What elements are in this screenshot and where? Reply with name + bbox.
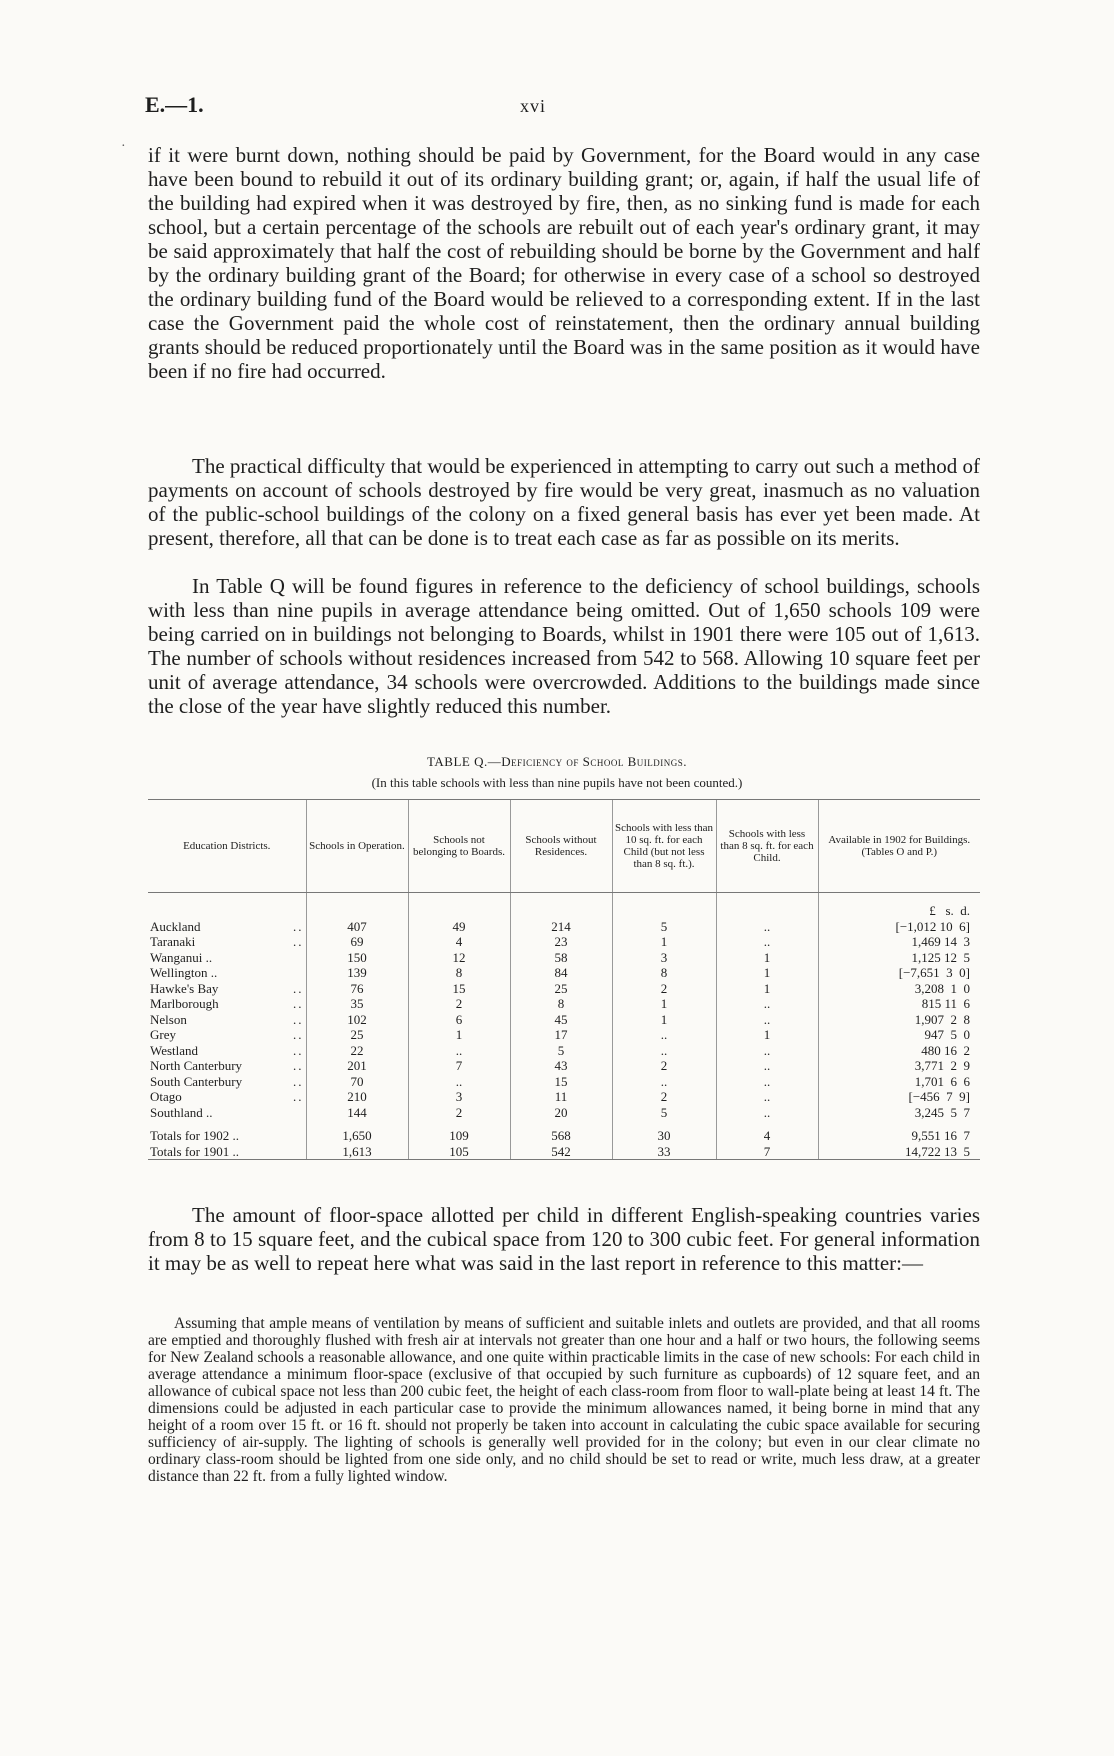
district-name: Grey [150, 1027, 176, 1043]
not-board-cell: 2 [408, 996, 510, 1012]
available-cell: 947 5 0 [818, 1027, 980, 1043]
district-cell [148, 996, 306, 1012]
no-residence-cell: 20 [510, 1105, 612, 1121]
page-number: xvi [520, 96, 547, 116]
under-10-cell: 2 [612, 1089, 716, 1105]
under-10-cell: 1 [612, 996, 716, 1012]
table-title-caption: Deficiency of School Buildings. [501, 754, 688, 769]
under-8-cell: .. [716, 1043, 818, 1059]
under-8-cell: 1 [716, 950, 818, 966]
in-operation-cell: 201 [306, 1058, 408, 1074]
district-name: Taranaki [150, 934, 196, 950]
available-cell: [−456 7 9] [818, 1089, 980, 1105]
district-cell [148, 1074, 306, 1090]
deficiency-table [148, 799, 980, 1160]
no-residence-cell: 23 [510, 934, 612, 950]
quote-text: Assuming that ample means of ventilation by means of sufficient and suitable inlets and outlets are provided, and that all rooms are emptied and thoroughly flushed with fresh air at intervals not greater than one hour and a half or two hours, the following seems for New Zealand schools a reasonable allowance, and one quite within practicable limits in the case of new schools: For each child in average attendance a minimum floor-space (exclusive of that occupied by such furniture as cupboards) of 12 square feet, and an allowance of cubical space not less than 200 cubic feet, the height of each class-room from floor to wall-plate being at least 14 ft. The dimensions could be adjusted in each particular case to provide the minimum allowances named, it being borne in mind that any height of a room over 15 ft. or 16 ft. should not properly be taken into account in calculating the cubic space available for securing sufficiency of air-supply. The lighting of schools is generally well provided for in the colony; but even in our clear climate no ordinary class-room should be lighted from one side only, and no child should be set to read or write, much less draw, at a greater distance than 22 ft. from a fully lighted window. [148, 1315, 980, 1485]
table-row [148, 1012, 980, 1028]
under-8-cell: 1 [716, 981, 818, 997]
no-residence-cell: 45 [510, 1012, 612, 1028]
under-8-cell: .. [716, 996, 818, 1012]
available-cell: 1,469 14 3 [818, 934, 980, 950]
under-8-cell: .. [716, 1105, 818, 1121]
district-cell [148, 1128, 306, 1144]
leader-dots: .. [293, 1027, 304, 1043]
no-residence-cell: 17 [510, 1027, 612, 1043]
in-operation-cell: 70 [306, 1074, 408, 1090]
under-10-cell: .. [612, 1074, 716, 1090]
table-row [148, 950, 980, 966]
in-operation-cell: 102 [306, 1012, 408, 1028]
margin-mark: · [121, 139, 126, 154]
leader-dots: .. [293, 1042, 304, 1058]
district-name: Auckland [150, 918, 201, 934]
col-header-under-10: Schools with less than 10 sq. ft. for each Child (but not less than 8 sq. ft.). [612, 800, 716, 893]
page-section-label: E.—1. [145, 92, 204, 117]
under-8-cell: 7 [716, 1144, 818, 1160]
district-name: Totals for 1902 .. [150, 1128, 239, 1144]
leader-dots: .. [293, 1011, 304, 1027]
in-operation-cell: 210 [306, 1089, 408, 1105]
no-residence-cell: 25 [510, 981, 612, 997]
not-board-cell: 49 [408, 919, 510, 935]
available-cell: 3,245 5 7 [818, 1105, 980, 1121]
district-cell [148, 1058, 306, 1074]
district-cell [148, 981, 306, 997]
district-cell [148, 1012, 306, 1028]
not-board-cell: 3 [408, 1089, 510, 1105]
table-row [148, 1058, 980, 1074]
district-cell [148, 1089, 306, 1105]
under-10-cell: .. [612, 1043, 716, 1059]
no-residence-cell: 214 [510, 919, 612, 935]
available-cell: 1,125 12 5 [818, 950, 980, 966]
district-name: Wellington .. [150, 965, 218, 981]
not-board-cell: 6 [408, 1012, 510, 1028]
under-10-cell: 2 [612, 1058, 716, 1074]
in-operation-cell: 35 [306, 996, 408, 1012]
leader-dots: .. [293, 980, 304, 996]
district-name: Southland .. [150, 1104, 213, 1120]
district-name: Wanganui .. [150, 949, 213, 965]
currency-row [148, 903, 980, 919]
not-board-cell: 12 [408, 950, 510, 966]
available-cell: 14,722 13 5 [818, 1144, 980, 1160]
available-cell: 3,208 1 0 [818, 981, 980, 997]
col-header-available: Available in 1902 for Buildings. (Tables O and P.) [818, 800, 980, 893]
district-cell [148, 919, 306, 935]
in-operation-cell: 144 [306, 1105, 408, 1121]
paragraph-text: if it were burnt down, nothing should be paid by Government, for the Board would in any case have been bound to rebuild it out of its ordinary building grant; or, again, if half the usual life of the building had expired when it was destroyed by fire, then, as no sinking fund is made for each school, but a certain percentage of the schools are rebuilt out of each year's ordinary grant, it may be said approximately that half the cost of rebuilding should be borne by the Government and half by the ordinary building grant of the Board; for otherwise in every case of a school so destroyed the ordinary building fund of the Board would be relieved to a corresponding extent. If in the last case the Government paid the whole cost of reinstatement, then the ordinary annual building grants should be reduced proportionately until the Board was in the same position as it would have been if no fire had occurred. [148, 143, 980, 383]
totals-row [148, 1128, 980, 1144]
not-board-cell: .. [408, 1074, 510, 1090]
no-residence-cell: 568 [510, 1128, 612, 1144]
leader-dots: .. [293, 1089, 304, 1105]
district-name: Marlborough [150, 996, 219, 1012]
district-cell [148, 965, 306, 981]
no-residence-cell: 5 [510, 1043, 612, 1059]
available-cell: 1,907 2 8 [818, 1012, 980, 1028]
in-operation-cell: 22 [306, 1043, 408, 1059]
district-cell [148, 1027, 306, 1043]
table-row [148, 919, 980, 935]
available-cell: [−7,651 3 0] [818, 965, 980, 981]
leader-dots: .. [293, 1058, 304, 1074]
district-cell [148, 934, 306, 950]
not-board-cell: 2 [408, 1105, 510, 1121]
no-residence-cell: 542 [510, 1144, 612, 1160]
under-10-cell: 5 [612, 1105, 716, 1121]
no-residence-cell: 58 [510, 950, 612, 966]
district-cell [148, 1043, 306, 1059]
table-row [148, 1074, 980, 1090]
district-name: Otago [150, 1089, 182, 1105]
district-name: Hawke's Bay [150, 980, 219, 996]
district-name: North Canterbury [150, 1058, 243, 1074]
under-8-cell: .. [716, 1012, 818, 1028]
under-10-cell: 1 [612, 1012, 716, 1028]
under-10-cell: 2 [612, 981, 716, 997]
not-board-cell: 7 [408, 1058, 510, 1074]
paragraph-practical-difficulty [148, 454, 980, 550]
district-name: Nelson [150, 1011, 187, 1027]
available-cell: 1,701 6 6 [818, 1074, 980, 1090]
under-8-cell: .. [716, 919, 818, 935]
paragraph-text: In Table Q will be found figures in reference to the deficiency of school buildings, schools with less than nine pupils in average attendance being omitted. Out of 1,650 schools 109 were being carried on in buildings not belonging to Boards, whilst in 1901 there were 105 out of 1,613. The number of schools without residences increased from 542 to 568. Allowing 10 square feet per unit of average attendance, 34 schools were overcrowded. Additions to the buildings made since the close of the year have slightly reduced this number. [148, 574, 980, 718]
available-cell: 815 11 6 [818, 996, 980, 1012]
table-header-row [148, 800, 980, 893]
district-name: Totals for 1901 .. [150, 1143, 239, 1159]
quoted-report [148, 1315, 980, 1485]
no-residence-cell: 15 [510, 1074, 612, 1090]
not-board-cell: 105 [408, 1144, 510, 1160]
paragraph-text: The practical difficulty that would be experienced in attempting to carry out such a method of payments on account of schools destroyed by fire would be very great, inasmuch as no valuation of the public-school buildings of the colony on a fixed general basis has ever yet been made. At present, therefore, all that can be done is to treat each case as far as possible on its merits. [148, 454, 980, 550]
under-10-cell: 8 [612, 965, 716, 981]
available-cell: 3,771 2 9 [818, 1058, 980, 1074]
under-10-cell: .. [612, 1027, 716, 1043]
table-row [148, 981, 980, 997]
available-cell: 480 16 2 [818, 1043, 980, 1059]
under-8-cell: .. [716, 1058, 818, 1074]
not-board-cell: 4 [408, 934, 510, 950]
no-residence-cell: 11 [510, 1089, 612, 1105]
district-cell [148, 950, 306, 966]
district-name: Westland [150, 1042, 199, 1058]
col-header-not-board: Schools not belonging to Boards. [408, 800, 510, 893]
in-operation-cell: 25 [306, 1027, 408, 1043]
table-row [148, 996, 980, 1012]
leader-dots: .. [293, 934, 304, 950]
in-operation-cell: 139 [306, 965, 408, 981]
under-8-cell: .. [716, 934, 818, 950]
under-8-cell: .. [716, 1074, 818, 1090]
not-board-cell: 8 [408, 965, 510, 981]
table-note: (In this table schools with less than nine pupils have not been counted.) [371, 775, 743, 790]
col-header-in-operation: Schools in Operation. [306, 800, 408, 893]
in-operation-cell: 150 [306, 950, 408, 966]
under-8-cell: 4 [716, 1128, 818, 1144]
table-row [148, 934, 980, 950]
in-operation-cell: 69 [306, 934, 408, 950]
no-residence-cell: 8 [510, 996, 612, 1012]
district-name: South Canterbury [150, 1073, 243, 1089]
leader-dots: .. [293, 996, 304, 1012]
spacer-row [148, 893, 980, 904]
not-board-cell: 1 [408, 1027, 510, 1043]
paragraph-text: The amount of floor-space allotted per child in different English-speaking countries varies from 8 to 15 square feet, and the cubical space from 120 to 300 cubic feet. For general information it may be as well to repeat here what was said in the last report in reference to this matter:— [148, 1203, 980, 1275]
in-operation-cell: 1,650 [306, 1128, 408, 1144]
in-operation-cell: 407 [306, 919, 408, 935]
under-10-cell: 33 [612, 1144, 716, 1160]
no-residence-cell: 84 [510, 965, 612, 981]
col-header-district: Education Districts. [148, 800, 306, 893]
under-10-cell: 1 [612, 934, 716, 950]
under-10-cell: 30 [612, 1128, 716, 1144]
table-row [148, 1089, 980, 1105]
not-board-cell: 15 [408, 981, 510, 997]
available-cell: 9,551 16 7 [818, 1128, 980, 1144]
col-header-no-residence: Schools without Residences. [510, 800, 612, 893]
leader-dots: .. [293, 918, 304, 934]
under-10-cell: 3 [612, 950, 716, 966]
under-10-cell: 5 [612, 919, 716, 935]
paragraph-fire-rebuilding [148, 143, 980, 383]
table-row [148, 1105, 980, 1121]
paragraph-table-q-intro [148, 574, 980, 718]
table-row [148, 965, 980, 981]
totals-row [148, 1144, 980, 1160]
available-cell: [−1,012 10 6] [818, 919, 980, 935]
in-operation-cell: 76 [306, 981, 408, 997]
currency-header: £ s. d. [818, 903, 980, 919]
under-8-cell: .. [716, 1089, 818, 1105]
paragraph-floor-space [148, 1203, 980, 1275]
col-header-under-8: Schools with less than 8 sq. ft. for each Child. [716, 800, 818, 893]
no-residence-cell: 43 [510, 1058, 612, 1074]
under-8-cell: 1 [716, 965, 818, 981]
district-cell [148, 1105, 306, 1121]
table-row [148, 1027, 980, 1043]
table-title [0, 754, 1114, 770]
district-cell [148, 1144, 306, 1160]
not-board-cell: 109 [408, 1128, 510, 1144]
under-8-cell: 1 [716, 1027, 818, 1043]
not-board-cell: .. [408, 1043, 510, 1059]
spacer-row [148, 1120, 980, 1128]
in-operation-cell: 1,613 [306, 1144, 408, 1160]
table-row [148, 1043, 980, 1059]
table-title-prefix: TABLE Q.— [426, 754, 502, 769]
leader-dots: .. [293, 1073, 304, 1089]
